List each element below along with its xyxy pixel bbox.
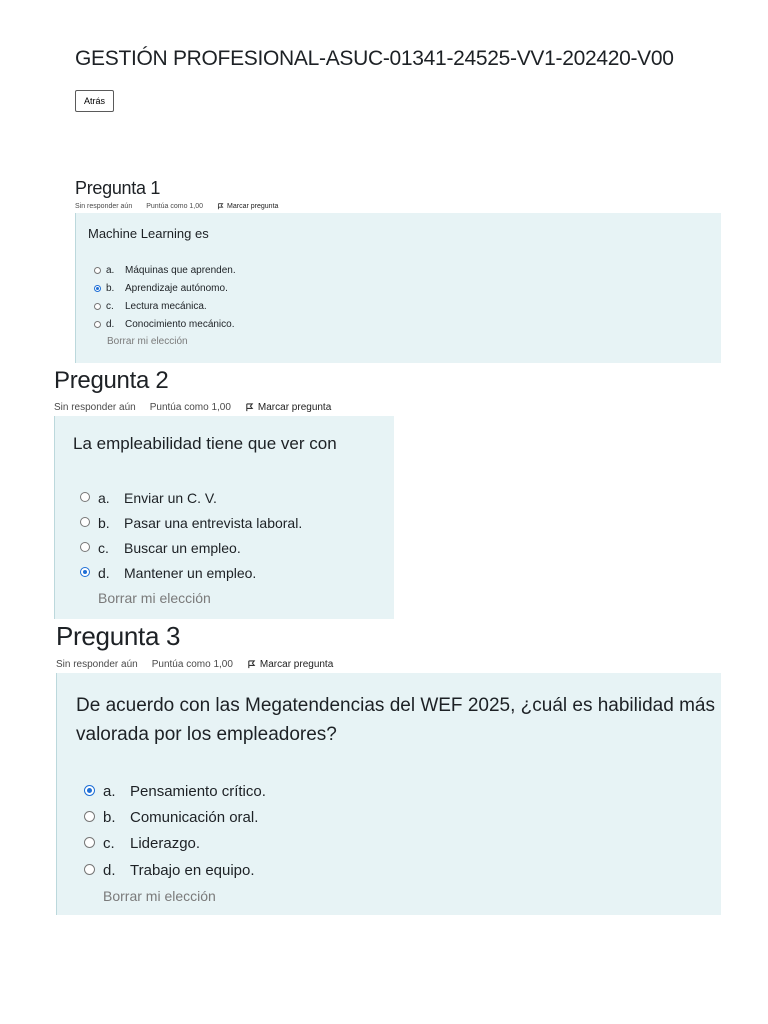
- option-label: Pensamiento crítico.: [130, 783, 266, 800]
- option-c[interactable]: [55, 540, 394, 560]
- radio-button[interactable]: [80, 542, 90, 552]
- flag-icon: [217, 203, 224, 210]
- flag-icon: [245, 403, 254, 412]
- option-label: Lectura mecánica.: [125, 301, 207, 312]
- flag-question-button[interactable]: [245, 402, 331, 413]
- flag-icon: [247, 660, 256, 669]
- option-label: Mantener un empleo.: [124, 565, 257, 581]
- flag-label: Marcar pregunta: [227, 203, 279, 210]
- page-title: GESTIÓN PROFESIONAL-ASUC-01341-24525-VV1-202420-V00: [75, 47, 674, 70]
- option-letter: c.: [98, 540, 109, 556]
- question-score: Puntúa como 1,00: [146, 203, 204, 210]
- question-text: La empleabilidad tiene que ver con: [73, 434, 337, 453]
- option-letter: a.: [106, 265, 115, 276]
- question-status: Sin responder aún: [54, 402, 136, 413]
- question-1-heading: Pregunta 1: [75, 178, 161, 198]
- option-letter: d.: [103, 862, 116, 879]
- flag-label: Marcar pregunta: [259, 659, 334, 670]
- option-b[interactable]: [76, 283, 721, 299]
- question-1-meta: [75, 203, 278, 210]
- flag-label: Marcar pregunta: [257, 402, 332, 413]
- option-label: Trabajo en equipo.: [130, 862, 255, 879]
- option-letter: a.: [103, 783, 116, 800]
- option-label: Máquinas que aprenden.: [125, 265, 236, 276]
- option-label: Buscar un empleo.: [124, 540, 241, 556]
- radio-button[interactable]: [94, 303, 101, 310]
- back-button[interactable]: Atrás: [75, 90, 114, 112]
- question-2-heading: Pregunta 2: [54, 367, 169, 394]
- question-3-box: [56, 673, 721, 915]
- option-letter: d.: [106, 319, 115, 330]
- option-label: Comunicación oral.: [130, 809, 259, 826]
- option-b[interactable]: [55, 515, 394, 535]
- option-label: Enviar un C. V.: [124, 490, 217, 506]
- option-d[interactable]: [57, 862, 721, 884]
- question-3-meta: [56, 659, 333, 670]
- question-score: Puntúa como 1,00: [149, 402, 231, 413]
- clear-choice-link[interactable]: Borrar mi elección: [103, 888, 216, 904]
- option-letter: b.: [103, 809, 116, 826]
- radio-button[interactable]: [94, 267, 101, 274]
- clear-choice-link[interactable]: Borrar mi elección: [98, 590, 211, 606]
- option-c[interactable]: [57, 835, 721, 857]
- option-letter: c.: [106, 301, 114, 312]
- question-3-heading: Pregunta 3: [56, 621, 181, 651]
- question-1-box: [75, 213, 721, 363]
- option-d[interactable]: [76, 319, 721, 335]
- option-label: Conocimiento mecánico.: [125, 319, 235, 330]
- option-letter: a.: [98, 490, 110, 506]
- question-score: Puntúa como 1,00: [151, 659, 233, 670]
- radio-button[interactable]: [94, 321, 101, 328]
- option-a[interactable]: [57, 783, 721, 805]
- option-label: Pasar una entrevista laboral.: [124, 515, 303, 531]
- question-2-meta: [54, 402, 331, 413]
- radio-button[interactable]: [80, 492, 90, 502]
- option-a[interactable]: [55, 490, 394, 510]
- question-status: Sin responder aún: [56, 659, 138, 670]
- clear-choice-link[interactable]: Borrar mi elección: [107, 336, 188, 347]
- question-2-box: [54, 416, 394, 619]
- option-label: Liderazgo.: [130, 835, 201, 852]
- question-status: Sin responder aún: [75, 203, 133, 210]
- option-b[interactable]: [57, 809, 721, 831]
- radio-button-selected[interactable]: [84, 785, 95, 796]
- option-letter: b.: [106, 283, 115, 294]
- radio-button-selected[interactable]: [94, 285, 101, 292]
- radio-button[interactable]: [80, 517, 90, 527]
- question-text: De acuerdo con las Megatendencias del WEF 2025, ¿cuál es habilidad más valorada por los empleadores?: [76, 695, 715, 745]
- option-d[interactable]: [55, 565, 394, 585]
- option-a[interactable]: [76, 265, 721, 281]
- option-label: Aprendizaje autónomo.: [125, 283, 228, 294]
- flag-question-button[interactable]: [247, 659, 333, 670]
- flag-question-button[interactable]: [217, 203, 278, 210]
- radio-button[interactable]: [84, 837, 95, 848]
- option-letter: b.: [98, 515, 110, 531]
- radio-button[interactable]: [84, 811, 95, 822]
- option-c[interactable]: [76, 301, 721, 317]
- radio-button-selected[interactable]: [80, 567, 90, 577]
- question-text: Machine Learning es: [88, 226, 209, 241]
- option-letter: c.: [103, 835, 115, 852]
- radio-button[interactable]: [84, 864, 95, 875]
- option-letter: d.: [98, 565, 110, 581]
